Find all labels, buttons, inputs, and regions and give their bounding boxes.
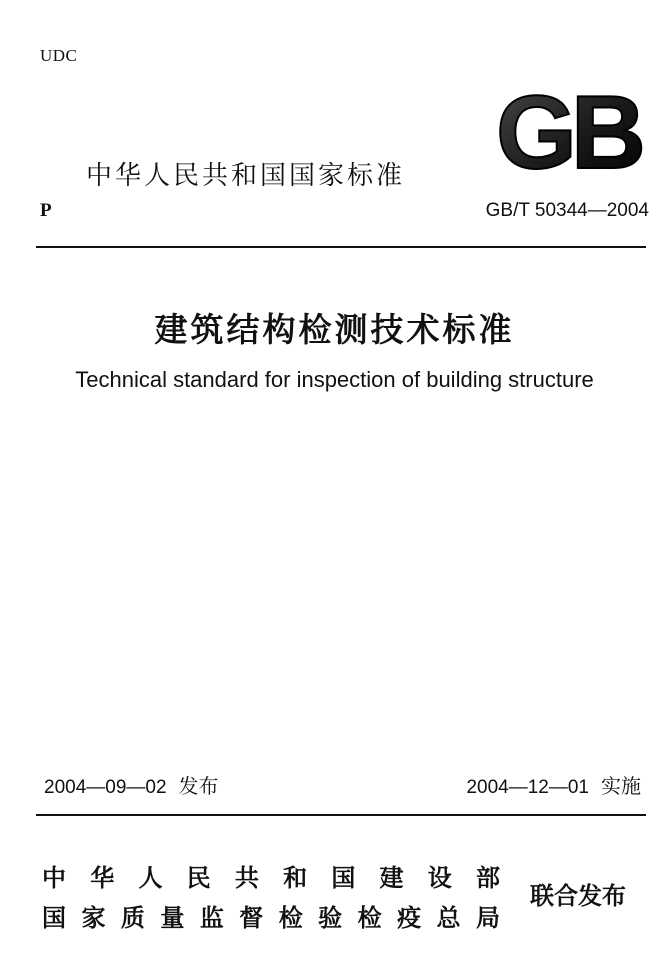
issuer-char: 质 (120, 904, 145, 932)
issuer-char: 疫 (397, 904, 422, 932)
implement-date-row (466, 770, 641, 799)
title-chinese: 建筑结构检测技术标准 (154, 310, 515, 349)
udc-label: UDC (40, 46, 78, 65)
issue-date: 2004—09—02 (44, 777, 167, 798)
implement-date: 2004—12—01 (466, 777, 589, 798)
issuer-char: 中 (42, 864, 66, 892)
issuer-char: 检 (357, 904, 382, 932)
issue-label: 发布 (178, 774, 219, 798)
issuer-char: 建 (379, 864, 404, 892)
issuer-char: 人 (138, 864, 163, 892)
gb-logo (488, 88, 648, 176)
top-divider (36, 246, 646, 248)
issuer-char: 设 (427, 864, 452, 892)
issuer-ministry (42, 858, 500, 893)
joint-issue-label: 联合发布 (530, 882, 626, 910)
issuer-aqsiq (42, 898, 500, 933)
issuer-char: 部 (475, 864, 500, 892)
category-code: P (40, 200, 52, 221)
gb-logo-text: GB (496, 88, 640, 176)
issuer-char: 总 (436, 904, 461, 932)
issue-date-row (44, 770, 219, 799)
issuer-char: 家 (81, 904, 106, 932)
issuer-char: 共 (234, 864, 259, 892)
issuer-char: 督 (239, 904, 264, 932)
title-english: Technical standard for inspection of building structure (75, 367, 594, 392)
standard-type: 中华人民共和国国家标准 (86, 161, 406, 191)
issuer-char: 验 (318, 904, 343, 932)
implement-label: 实施 (601, 774, 641, 798)
issuer-char: 国 (42, 904, 66, 932)
bottom-divider (36, 814, 646, 816)
issuer-char: 局 (475, 904, 500, 932)
issuer-char: 检 (278, 904, 303, 932)
issuer-char: 民 (186, 864, 211, 892)
issuer-char: 和 (283, 864, 308, 892)
issuer-char: 量 (160, 904, 185, 932)
issuer-char: 国 (331, 864, 356, 892)
issuer-char: 监 (199, 904, 224, 932)
standard-number: GB/T 50344—2004 (485, 200, 649, 221)
issuer-char: 华 (90, 864, 115, 892)
